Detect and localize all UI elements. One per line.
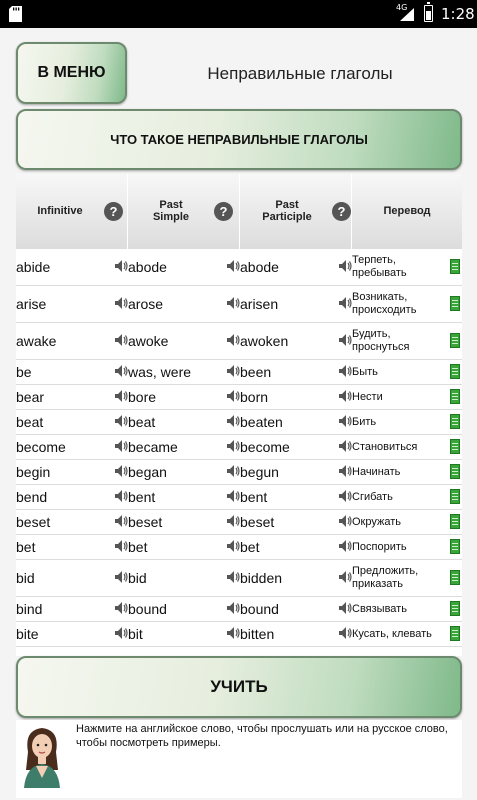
examples-book-icon[interactable] (450, 539, 460, 554)
verb-ps-cell[interactable]: beset (128, 514, 163, 530)
speaker-icon[interactable] (338, 414, 352, 428)
verb-ps-cell[interactable]: bent (128, 489, 156, 505)
verb-pp-cell[interactable]: bet (240, 539, 260, 555)
speaker-icon[interactable] (226, 570, 240, 584)
translation-cell[interactable]: Окружать (352, 515, 401, 528)
table-row[interactable] (16, 360, 462, 385)
table-row[interactable] (16, 323, 462, 360)
table-row[interactable] (16, 510, 462, 535)
page-title: Неправильные глаголы (207, 64, 393, 83)
translation-cell[interactable]: Возникать, происходить (352, 291, 417, 316)
speaker-icon[interactable] (114, 489, 128, 503)
table-row[interactable] (16, 622, 462, 647)
examples-book-icon[interactable] (450, 489, 460, 504)
translation-cell[interactable]: Быть (352, 365, 378, 378)
verb-pp-cell[interactable]: born (240, 389, 269, 405)
speaker-icon[interactable] (226, 296, 240, 310)
table-row[interactable] (16, 560, 462, 597)
teacher-avatar (18, 722, 66, 788)
speaker-icon[interactable] (226, 439, 240, 453)
speaker-icon[interactable] (114, 259, 128, 273)
speaker-icon[interactable] (114, 389, 128, 403)
speaker-icon[interactable] (338, 514, 352, 528)
speaker-icon[interactable] (338, 333, 352, 347)
verb-ps-cell[interactable]: bid (128, 570, 147, 586)
examples-book-icon[interactable] (450, 439, 460, 454)
translation-cell[interactable]: Терпеть, пребывать (352, 254, 407, 279)
verb-inf-cell[interactable]: arise (16, 296, 47, 312)
verb-inf-cell[interactable]: bite (16, 626, 39, 642)
verb-inf-cell[interactable]: bind (16, 601, 43, 617)
footer-hint (16, 720, 462, 798)
infinitive-label: Infinitive (37, 205, 83, 217)
help-icon[interactable]: ? (332, 202, 351, 221)
speaker-icon[interactable] (114, 626, 128, 640)
speaker-icon[interactable] (338, 489, 352, 503)
verb-ps-cell[interactable]: abode (128, 259, 167, 275)
speaker-icon[interactable] (114, 439, 128, 453)
translation-cell[interactable]: Сгибать (352, 490, 393, 503)
translation-cell[interactable]: Предложить, приказать (352, 565, 419, 590)
examples-book-icon[interactable] (450, 601, 460, 616)
table-row[interactable] (16, 385, 462, 410)
help-icon[interactable]: ? (214, 202, 233, 221)
translation-cell[interactable]: Бить (352, 415, 377, 428)
speaker-icon[interactable] (338, 259, 352, 273)
column-header-infinitive (16, 174, 128, 249)
translation-cell[interactable]: Будить, проснуться (352, 328, 410, 353)
menu-button[interactable]: В МЕНЮ (16, 42, 127, 104)
verb-ps-cell[interactable]: became (128, 439, 178, 455)
learn-button[interactable]: УЧИТЬ (16, 656, 462, 718)
speaker-icon[interactable] (226, 364, 240, 378)
speaker-icon[interactable] (114, 333, 128, 347)
speaker-icon[interactable] (338, 439, 352, 453)
table-row[interactable] (16, 249, 462, 286)
speaker-icon[interactable] (226, 539, 240, 553)
examples-book-icon[interactable] (450, 389, 460, 404)
speaker-icon[interactable] (114, 364, 128, 378)
verb-ps-cell[interactable]: beat (128, 414, 156, 430)
examples-book-icon[interactable] (450, 626, 460, 641)
speaker-icon[interactable] (114, 570, 128, 584)
table-row[interactable] (16, 597, 462, 622)
status-bar (0, 0, 477, 28)
clock: 1:28 (441, 5, 475, 23)
translation-cell[interactable]: Начинать (352, 465, 401, 478)
past-participle-label: Past Participle (262, 199, 312, 223)
speaker-icon[interactable] (338, 464, 352, 478)
verb-pp-cell[interactable]: begun (240, 464, 279, 480)
speaker-icon[interactable] (338, 364, 352, 378)
verb-inf-cell[interactable]: abide (16, 259, 51, 275)
speaker-icon[interactable] (226, 626, 240, 640)
sd-card-icon (9, 6, 22, 22)
verb-pp-cell[interactable]: abode (240, 259, 279, 275)
verb-pp-cell[interactable]: awoken (240, 333, 289, 349)
speaker-icon[interactable] (226, 414, 240, 428)
translation-label: Перевод (383, 205, 431, 217)
verb-pp-cell[interactable]: bound (240, 601, 279, 617)
examples-book-icon[interactable] (450, 570, 460, 585)
verb-inf-cell[interactable]: bear (16, 389, 45, 405)
verb-inf-cell[interactable]: begin (16, 464, 51, 480)
verb-ps-cell[interactable]: arose (128, 296, 164, 312)
speaker-icon[interactable] (114, 514, 128, 528)
verb-pp-cell[interactable]: beset (240, 514, 275, 530)
verb-pp-cell[interactable]: become (240, 439, 290, 455)
speaker-icon[interactable] (226, 333, 240, 347)
table-row[interactable] (16, 535, 462, 560)
speaker-icon[interactable] (226, 514, 240, 528)
translation-cell[interactable]: Связывать (352, 602, 407, 615)
battery-icon (424, 5, 433, 22)
examples-book-icon[interactable] (450, 464, 460, 479)
verb-inf-cell[interactable]: bet (16, 539, 36, 555)
examples-book-icon[interactable] (450, 514, 460, 529)
speaker-icon[interactable] (226, 259, 240, 273)
verb-inf-cell[interactable]: beset (16, 514, 51, 530)
verb-inf-cell[interactable]: become (16, 439, 66, 455)
verb-ps-cell[interactable]: began (128, 464, 167, 480)
verb-pp-cell[interactable]: been (240, 364, 272, 380)
column-header-past-participle (240, 174, 352, 249)
translation-cell[interactable]: Кусать, клевать (352, 627, 432, 640)
table-row[interactable] (16, 460, 462, 485)
verb-pp-cell[interactable]: beaten (240, 414, 283, 430)
verb-ps-cell[interactable]: bet (128, 539, 148, 555)
speaker-icon[interactable] (338, 626, 352, 640)
signal-icon (400, 8, 414, 21)
column-header-translation (352, 174, 462, 249)
verb-inf-cell[interactable]: beat (16, 414, 44, 430)
speaker-icon[interactable] (226, 464, 240, 478)
what-are-irregular-verbs-button[interactable]: ЧТО ТАКОЕ НЕПРАВИЛЬНЫЕ ГЛАГОЛЫ (16, 109, 462, 170)
verb-ps-cell[interactable]: bore (128, 389, 157, 405)
speaker-icon[interactable] (338, 539, 352, 553)
table-row[interactable] (16, 286, 462, 323)
verb-ps-cell[interactable]: was, were (128, 364, 192, 380)
speaker-icon[interactable] (114, 601, 128, 615)
examples-book-icon[interactable] (450, 364, 460, 379)
table-row[interactable] (16, 410, 462, 435)
verb-pp-cell[interactable]: bitten (240, 626, 275, 642)
verb-ps-cell[interactable]: awoke (128, 333, 169, 349)
table-header (16, 174, 462, 249)
examples-book-icon[interactable] (450, 333, 460, 348)
verb-pp-cell[interactable]: bent (240, 489, 268, 505)
table-row[interactable] (16, 435, 462, 460)
speaker-icon[interactable] (114, 414, 128, 428)
speaker-icon[interactable] (114, 296, 128, 310)
network-type: 4G (396, 3, 408, 12)
table-row[interactable] (16, 485, 462, 510)
app-screen (0, 28, 477, 800)
hint-text: Нажмите на английское слово, чтобы прослушать или на русское слово, чтобы посмотреть примеры. (76, 723, 448, 749)
translation-cell[interactable]: Нести (352, 390, 383, 403)
speaker-icon[interactable] (226, 601, 240, 615)
verb-inf-cell[interactable]: bend (16, 489, 48, 505)
verb-inf-cell[interactable]: awake (16, 333, 57, 349)
past-simple-label: Past Simple (152, 199, 190, 223)
speaker-icon[interactable] (114, 539, 128, 553)
verb-pp-cell[interactable]: bidden (240, 570, 283, 586)
verb-ps-cell[interactable]: bit (128, 626, 143, 642)
speaker-icon[interactable] (338, 601, 352, 615)
verb-ps-cell[interactable]: bound (128, 601, 167, 617)
speaker-icon[interactable] (338, 296, 352, 310)
examples-book-icon[interactable] (450, 296, 460, 311)
translation-cell[interactable]: Поспорить (352, 540, 407, 553)
verbs-table-body[interactable] (16, 249, 462, 656)
verb-inf-cell[interactable]: be (16, 364, 32, 380)
examples-book-icon[interactable] (450, 259, 460, 274)
speaker-icon[interactable] (226, 389, 240, 403)
verb-pp-cell[interactable]: arisen (240, 296, 279, 312)
speaker-icon[interactable] (338, 389, 352, 403)
verb-inf-cell[interactable]: bid (16, 570, 35, 586)
speaker-icon[interactable] (226, 489, 240, 503)
examples-book-icon[interactable] (450, 414, 460, 429)
speaker-icon[interactable] (114, 464, 128, 478)
speaker-icon[interactable] (338, 570, 352, 584)
help-icon[interactable]: ? (104, 202, 123, 221)
translation-cell[interactable]: Становиться (352, 440, 418, 453)
column-header-past-simple (128, 174, 240, 249)
